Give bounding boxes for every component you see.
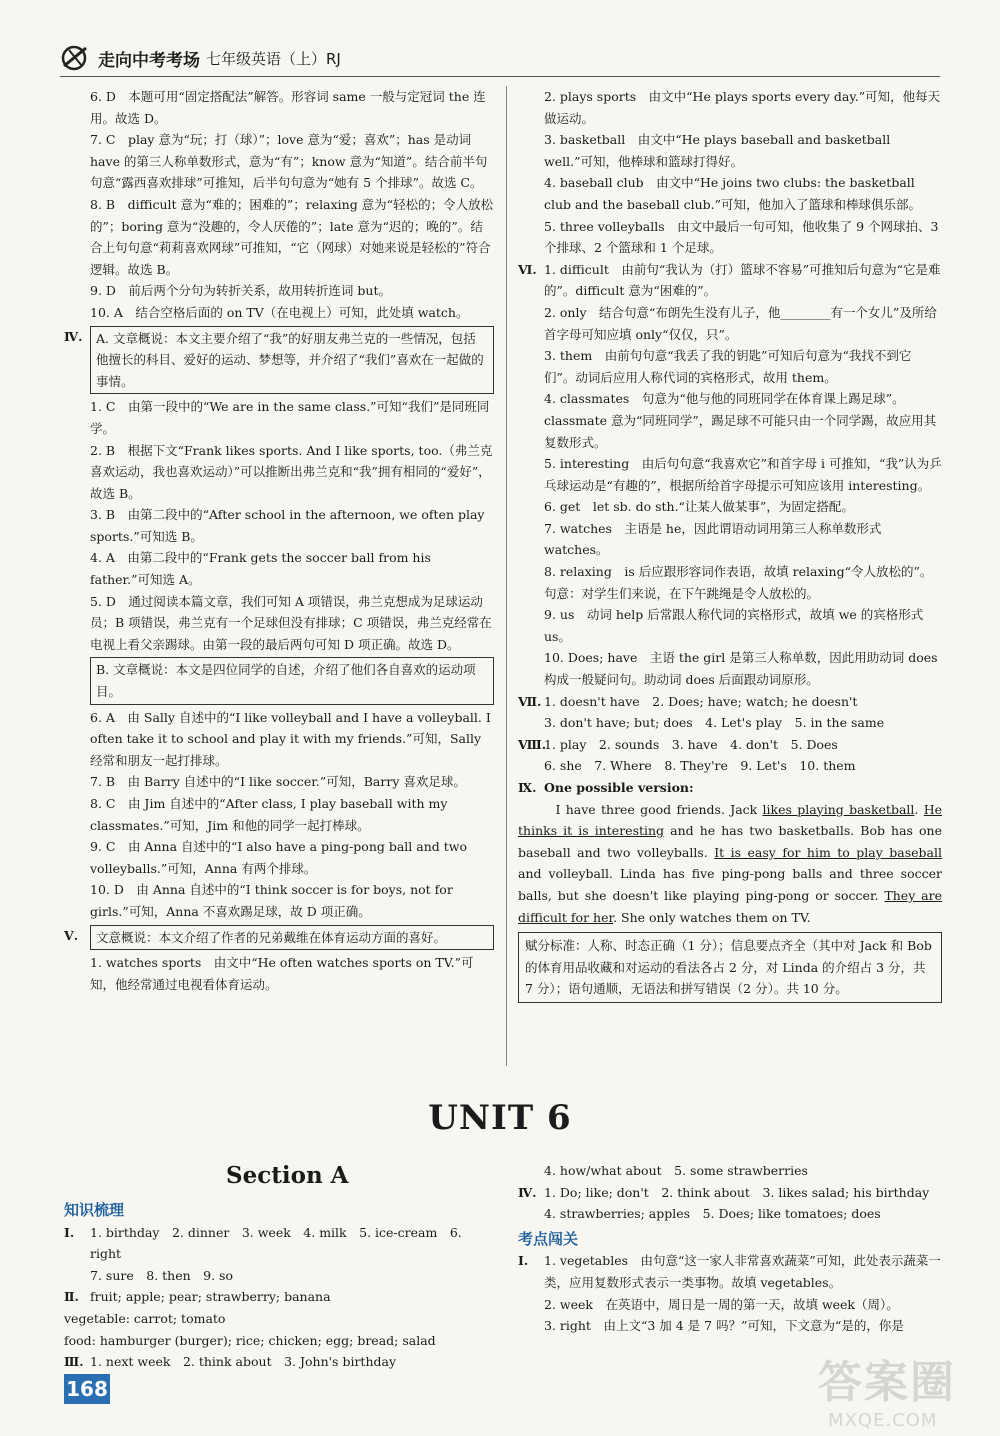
section-v	[64, 925, 494, 996]
answer-item: 4. classmates 句意为“他与他的同班同学在体育课上踢足球”。classmate 意为“同班同学”，踢足球不可能只由一个同学踢，故应用其复数形式。	[544, 391, 937, 450]
subheading-knowledge: 知识梳理	[64, 1201, 125, 1219]
section-vi	[518, 259, 942, 691]
unit-section-iv	[518, 1182, 942, 1225]
answer-line: 3. don't have; but; does 4. Let's play 5. in the same	[544, 715, 885, 731]
answer-item: 3. right 由上文“3 加 4 是 7 吗？”可知，下文意为“是的，你是	[544, 1318, 904, 1334]
answer-item: 5. interesting 由后句句意“我喜欢它”和首字母 i 可推知，“我”认为乒乓球运动是“有趣的”，根据所给首字母提示可知应该用 interesting。	[544, 456, 942, 493]
answer-item: 10. A 结合空格后面的 on TV（在电视上）可知，此处填 watch。	[90, 304, 469, 320]
answer-line: vegetable: carrot; tomato	[64, 1310, 226, 1326]
essay-text: .	[914, 801, 924, 817]
answer-line: 4. strawberries; apples 5. Does; like tomatoes; does	[544, 1206, 881, 1222]
answer-line: 6. she 7. Where 8. They're 9. Let's 10. them	[544, 758, 856, 774]
watermark	[818, 1346, 988, 1431]
answer-item: 9. us 动词 help 后常跟人称代词的宾格形式，故填 we 的宾格形式 us。	[544, 607, 924, 644]
section-iv	[64, 326, 494, 923]
watermark-main: 答案圈	[818, 1357, 956, 1408]
essay-underlined: likes playing basketball	[762, 801, 915, 817]
answer-item: 7. watches 主语是 he，因此谓语动词用第三人称单数形式 watches。	[544, 520, 882, 558]
answer-item: 3. them 由前句句意“我丢了我的钥匙”可知后句意为“我找不到它们”。动词后应用人称代词的宾格形式，故用 them。	[544, 348, 912, 385]
answer-line: food: hamburger (burger); rice; chicken; egg; bread; salad	[64, 1332, 436, 1348]
unit-section-i	[64, 1222, 494, 1287]
answer-item: 9. C 由 Anna 自述中的“I also have a ping-pong ball and two volleyballs.”可知，Anna 有两个排球。	[90, 839, 467, 876]
answer-line: 1. Do; like; don't 2. think about 3. likes salad; his birthday	[544, 1184, 930, 1200]
essay-underlined: He thinks it is interesting	[518, 801, 942, 839]
answer-item: 6. D 本题可用“固定搭配法”解答。形容词 same 一般与定冠词 the 连用。故选 D。	[90, 89, 486, 126]
column-divider	[506, 86, 507, 1066]
answer-item: 2. B 根据下文“Frank likes sports. And I like sports, too.（弗兰克喜欢运动，我也喜欢运动）”可以推断出弗兰克和“我”拥有相同的“爱好”，故选 B。	[90, 442, 493, 501]
watermark-url: MXQE.COM	[828, 1410, 938, 1431]
summary-box: 文意概说：本文介绍了作者的兄弟戴维在体育运动方面的喜好。	[90, 925, 494, 951]
book-title: 七年级英语（上）RJ	[206, 49, 341, 68]
section-viii	[518, 734, 942, 777]
series-logo-icon	[60, 44, 92, 72]
answer-line: 4. how/what about 5. some strawberries	[544, 1163, 808, 1178]
essay-text: I have three good friends. Jack	[555, 801, 763, 817]
answer-line: 1. play 2. sounds 3. have 4. don't 5. Does	[544, 736, 838, 752]
section-title: Section A	[226, 1162, 349, 1189]
answer-item: 5. D 通过阅读本篇文章，我们可知 A 项错误，弗兰克想成为足球运动员；B 项错误，弗兰克有一个足球但没有排球；C 项错误，弗兰克经常在电视上看父亲踢球。由第一段的最后两句可知 D 项正确。故选 D。	[90, 593, 492, 652]
answer-item: 8. relaxing is 后应跟形容词作表语，故填 relaxing“令人放松的”。句意：对学生们来说，在下午跳绳是令人放松的。	[544, 564, 933, 601]
essay-text: and he has two basketballs. Bob has one baseball and two volleyballs.	[518, 823, 943, 860]
section-vii	[518, 691, 942, 734]
answer-item: 5. three volleyballs 由文中最后一句可知，他收集了 9 个网球拍、3 个排球、2 个篮球和 1 个足球。	[544, 218, 939, 256]
section-number: Ⅶ.	[518, 693, 542, 709]
section-number: Ⅲ.	[64, 1354, 84, 1370]
unit-left-column	[64, 1200, 494, 1373]
section-number: Ⅵ.	[518, 261, 537, 277]
subheading-exam: 考点闯关	[518, 1229, 579, 1248]
answer-item: 1. C 由第一段中的“We are in the same class.”可知“我们”是同班同学。	[90, 399, 490, 436]
answer-line: 1. doesn't have 2. Does; have; watch; he doesn't	[544, 693, 858, 709]
right-column	[518, 86, 942, 1003]
section-number: Ⅸ.	[518, 780, 537, 795]
unit-title: UNIT 6	[428, 1098, 572, 1138]
answer-line: 1. next week 2. think about 3. John's birthday	[90, 1354, 397, 1370]
answer-item: 4. A 由第二段中的“Frank gets the soccer ball from his father.”可知选 A。	[90, 550, 431, 588]
answer-item: 7. B 由 Barry 自述中的“I like soccer.”可知，Barry 喜欢足球。	[90, 774, 466, 790]
left-column	[64, 86, 494, 995]
answer-item: 1. difficult 由前句“我认为（打）篮球不容易”可推知后句意为“它是难的”。difficult 意为“困难的”。	[544, 261, 941, 299]
answer-line: 7. sure 8. then 9. so	[90, 1267, 233, 1283]
essay-text: . She only watches them on TV.	[613, 909, 811, 925]
unit-exam-section-i	[518, 1250, 942, 1336]
running-header	[60, 42, 341, 74]
answer-item: 2. only 结合句意“布朗先生没有儿子，他________有一个女儿”及所给首字母可知应填 only“仅仅，只”。	[544, 304, 937, 342]
answer-line: fruit; apple; pear; strawberry; banana	[90, 1289, 331, 1305]
answer-item: 9. D 前后两个分句为转折关系，故用转折连词 but。	[90, 283, 391, 299]
answer-item: 1. vegetables 由句意“这一家人非常喜欢蔬菜”可知，此处表示蔬菜一类，应用复数形式表示一类事物。故填 vegetables。	[544, 1253, 941, 1290]
series-title: 走向中考考场	[98, 50, 200, 71]
section-number: Ⅳ.	[518, 1184, 537, 1200]
essay-heading: One possible version:	[544, 780, 694, 795]
section-ix	[518, 777, 942, 799]
section-number: Ⅱ.	[64, 1289, 79, 1305]
summary-box: B. 文章概说：本文是四位同学的自述，介绍了他们各自喜欢的运动项目。	[90, 657, 494, 704]
answer-item: 2. week 在英语中，周日是一周的第一天，故填 week（周）。	[544, 1296, 899, 1312]
answer-item: 3. B 由第二段中的“After school in the afternoon, we often play sports.”可知选 B。	[90, 507, 485, 544]
answer-item: 8. C 由 Jim 自述中的“After class, I play baseball with my classmates.”可知，Jim 和他的同学一起打棒球。	[90, 796, 448, 833]
unit-right-column	[518, 1160, 942, 1337]
scoring-box: 赋分标准：人称、时态正确（1 分）；信息要点齐全（其中对 Jack 和 Bob 的体育用品收藏和对运动的看法各占 2 分，对 Linda 的介绍占 3 分，共 7 分）；语句通顺，无语法和拼写错误（2 分）。共 10 分。	[518, 932, 942, 1003]
page-number: 168	[64, 1374, 110, 1404]
section-number: Ⅷ.	[518, 736, 547, 752]
answer-item: 7. C play 意为“玩；打（球）”；love 意为“爱；喜欢”；has 是动词 have 的第三人称单数形式，意为“有”；know 意为“知道”。结合前半句句意“露西喜欢排球”可推知，后半句句意为“她有 5 个排球”。故选 C。	[90, 132, 488, 191]
essay-text: and volleyball. Linda has five ping-pong balls and three soccer balls, but she doesn't like playing ping-pong or soccer.	[518, 866, 942, 903]
section-number: Ⅰ.	[64, 1224, 75, 1240]
unit-section-ii	[64, 1286, 494, 1351]
header-rule	[60, 76, 940, 77]
answer-item: 4. baseball club 由文中“He joins two clubs: the basketball club and the baseball club.”可知，他加入了篮球和棒球俱乐部。	[544, 175, 922, 212]
answer-item: 3. basketball 由文中“He plays baseball and basketball well.”可知，他棒球和篮球打得好。	[544, 132, 891, 169]
answer-item: 6. A 由 Sally 自述中的“I like volleyball and I have a volleyball. I often take it to school and play it with my friends.”可知，Sally 经常和朋友一起打排球。	[90, 709, 491, 768]
answer-item: 8. B difficult 意为“难的；困难的”；relaxing 意为“轻松的；令人放松的”；boring 意为“没趣的，令人厌倦的”；late 意为“迟的；晚的”。结合上句句意“莉莉喜欢网球”可推知，“它（网球）对她来说是轻松的”符合逻辑。故选 B。	[90, 196, 494, 277]
unit-section-iii	[64, 1351, 494, 1373]
model-essay	[518, 799, 942, 929]
summary-box: A. 文章概说：本文主要介绍了“我”的好朋友弗兰克的一些情况，包括他擅长的科目、爱好的运动、梦想等，并介绍了“我们”喜欢在一起做的事情。	[90, 326, 494, 395]
section-number: Ⅴ.	[64, 927, 79, 943]
answer-item: 1. watches sports 由文中“He often watches sports on TV.”可知，他经常通过电视看体育运动。	[90, 955, 474, 992]
answer-item: 10. Does; have 主语 the girl 是第三人称单数，因此用助动词 does 构成一般疑问句。助动词 does 后面跟动词原形。	[544, 650, 938, 688]
answer-item: 2. plays sports 由文中“He plays sports every day.”可知，他每天做运动。	[544, 89, 941, 126]
answer-item: 6. get let sb. do sth.“让某人做某事”，为固定搭配。	[544, 499, 854, 515]
section-number: Ⅰ.	[518, 1253, 529, 1269]
essay-underlined: It is easy for him to play baseball	[714, 844, 942, 860]
section-number: Ⅳ.	[64, 328, 83, 344]
answer-line: 1. birthday 2. dinner 3. week 4. milk 5. ice-cream 6. right	[90, 1224, 462, 1262]
answer-item: 10. D 由 Anna 自述中的“I think soccer is for boys, not for girls.”可知，Anna 不喜欢踢足球，故 D 项正确。	[90, 882, 453, 919]
essay-underlined: They are difficult for her	[518, 887, 942, 925]
